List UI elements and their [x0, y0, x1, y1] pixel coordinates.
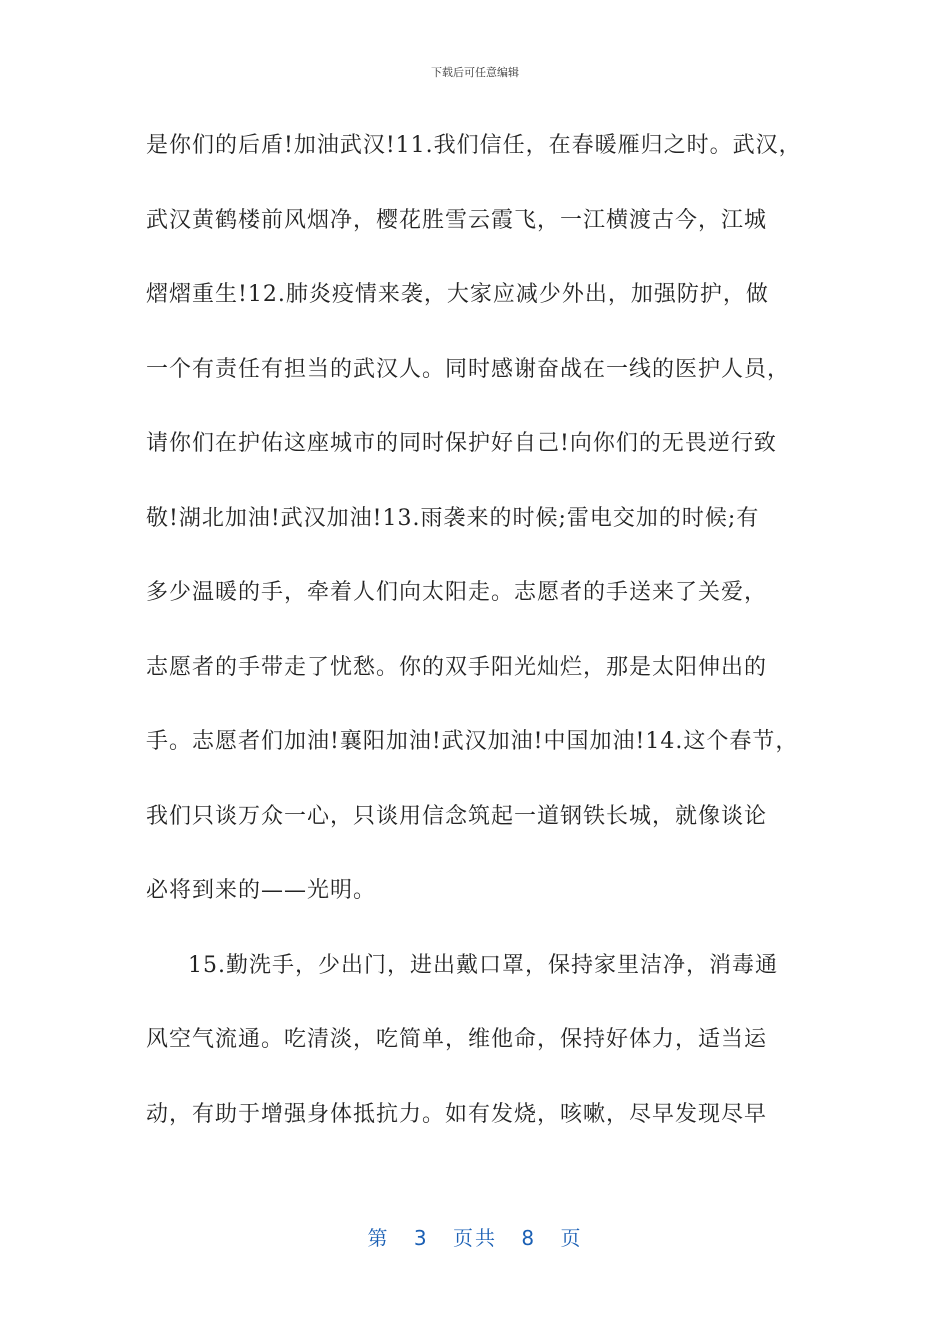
page-number-footer	[0, 1222, 950, 1251]
text-line: 志愿者的手带走了忧愁。你的双手阳光灿烂，那是太阳伸出的	[146, 654, 768, 680]
text-line: 我们只谈万众一心，只谈用信念筑起一道钢铁长城，就像谈论	[146, 803, 768, 829]
page-footer-middle: 页共	[453, 1226, 497, 1250]
text-line: 多少温暖的手，牵着人们向太阳走。志愿者的手送来了关爱，	[146, 580, 768, 605]
text-line: 武汉黄鹤楼前风烟净，樱花胜雪云霞飞，一江横渡古今，江城	[146, 207, 768, 233]
text-line: 手。志愿者们加油!襄阳加油!武汉加油!中国加油!14.这个春节，	[146, 729, 799, 754]
text-line: 敬!湖北加油!武汉加油!13.雨袭来的时候;雷电交加的时候;有	[146, 505, 760, 531]
page-footer-prefix: 第	[367, 1226, 390, 1250]
text-line: 请你们在护佑这座城市的同时保护好自己!向你们的无畏逆行致	[146, 431, 777, 456]
text-line: 一个有责任有担当的武汉人。同时感谢奋战在一线的医护人员，	[146, 356, 791, 382]
total-page-number: 8	[521, 1226, 537, 1250]
text-line: 是你们的后盾!加油武汉!11.我们信任，在春暖雁归之时。武汉，	[146, 133, 802, 158]
current-page-number: 3	[413, 1226, 429, 1250]
paragraph-start-line: 15.勤洗手，少出门，进出戴口罩，保持家里洁净，消毒通	[188, 952, 778, 978]
text-line: 动，有助于增强身体抵抗力。如有发烧，咳嗽，尽早发现尽早	[146, 1101, 768, 1127]
document-body	[146, 118, 826, 1161]
page-header-note: 下载后可任意编辑	[431, 66, 519, 79]
page-footer-suffix: 页	[560, 1226, 583, 1250]
text-line: 风空气流通。吃清淡，吃简单，维他命，保持好体力，适当运	[146, 1027, 768, 1052]
text-line: 必将到来的——光明。	[146, 878, 377, 903]
text-line: 熠熠重生!12.肺炎疫情来袭，大家应减少外出，加强防护，做	[146, 282, 769, 307]
